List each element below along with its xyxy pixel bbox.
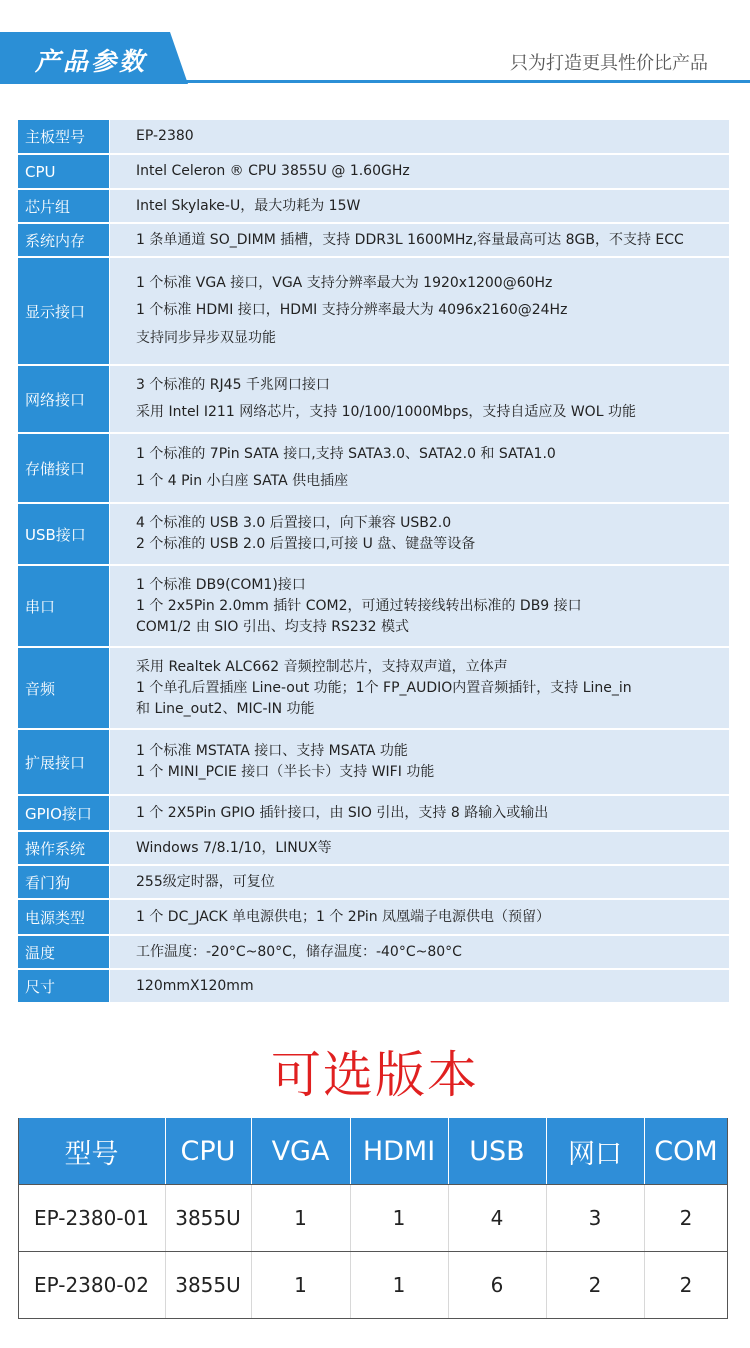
header-column-divider bbox=[350, 1118, 351, 1184]
versions-header-cell: CPU bbox=[180, 1135, 236, 1167]
spec-value-line: 采用 Intel I211 网络芯片，支持 10/100/1000Mbps，支持自适应及 WOL 功能 bbox=[136, 404, 636, 420]
table-row bbox=[18, 1251, 728, 1318]
page-header bbox=[0, 0, 750, 90]
spec-value bbox=[110, 366, 729, 432]
column-divider bbox=[350, 1251, 351, 1318]
spec-label: 存储接口 bbox=[18, 434, 109, 502]
spec-value-line: 4 个标准的 USB 3.0 后置接口，向下兼容 USB2.0 bbox=[136, 515, 452, 531]
spec-value-line: 1 个 MINI_PCIE 接口（半长卡）支持 WIFI 功能 bbox=[136, 764, 435, 780]
spec-value bbox=[110, 900, 729, 934]
versions-header-cell: VGA bbox=[271, 1135, 330, 1167]
spec-value bbox=[110, 936, 729, 968]
spec-value bbox=[110, 190, 729, 222]
table-cell: 6 bbox=[490, 1272, 504, 1297]
spec-value bbox=[110, 970, 729, 1002]
spec-row bbox=[18, 648, 729, 728]
spec-value-line: COM1/2 由 SIO 引出、均支持 RS232 模式 bbox=[136, 618, 410, 635]
table-cell: 2 bbox=[679, 1205, 693, 1230]
table-cell: 3 bbox=[588, 1205, 602, 1230]
column-divider bbox=[546, 1184, 547, 1251]
header-divider bbox=[186, 80, 750, 83]
column-divider bbox=[251, 1251, 252, 1318]
column-divider bbox=[546, 1251, 547, 1318]
spec-label: 电源类型 bbox=[18, 900, 109, 934]
spec-value bbox=[110, 648, 729, 728]
table-cell: 1 bbox=[294, 1205, 307, 1230]
table-cell: 1 bbox=[392, 1205, 406, 1230]
header-slogan: 只为打造更具性价比产品 bbox=[510, 53, 708, 74]
column-divider bbox=[350, 1184, 351, 1251]
table-row bbox=[18, 1184, 728, 1251]
spec-row bbox=[18, 730, 729, 794]
spec-value-line: 1 个 2X5Pin GPIO 插针接口，由 SIO 引出，支持 8 路输入或输出 bbox=[136, 804, 549, 821]
spec-label: 操作系统 bbox=[18, 832, 109, 864]
versions-header-row bbox=[18, 1118, 728, 1184]
spec-row bbox=[18, 258, 729, 364]
spec-value-line: 1 个 4 Pin 小白座 SATA 供电插座 bbox=[136, 473, 349, 489]
table-cell: 1 bbox=[392, 1272, 406, 1297]
spec-value-line: Intel Skylake-U，最大功耗为 15W bbox=[136, 197, 361, 214]
header-column-divider bbox=[644, 1118, 645, 1184]
versions-header-cell: 型号 bbox=[64, 1138, 119, 1170]
spec-row bbox=[18, 190, 729, 222]
spec-label: 看门狗 bbox=[18, 866, 109, 898]
spec-row bbox=[18, 504, 729, 564]
spec-value-line: 2 个标准的 USB 2.0 后置接口,可接 U 盘、键盘等设备 bbox=[136, 536, 476, 552]
table-side-border bbox=[18, 1118, 19, 1318]
spec-value-line: 1 个 DC_JACK 单电源供电；1 个 2Pin 凤凰端子电源供电（预留） bbox=[136, 908, 551, 925]
spec-label: 尺寸 bbox=[18, 970, 109, 1002]
spec-value bbox=[110, 258, 729, 364]
column-divider bbox=[448, 1251, 449, 1318]
table-side-border bbox=[727, 1118, 728, 1318]
spec-value bbox=[110, 504, 729, 564]
spec-value-line: 1 个标准 MSTATA 接口、支持 MSATA 功能 bbox=[136, 743, 408, 759]
spec-value bbox=[110, 120, 729, 153]
spec-row bbox=[18, 566, 729, 646]
versions-header-cell: USB bbox=[469, 1135, 525, 1167]
spec-value-line: 1 个标准 DB9(COM1)接口 bbox=[136, 576, 306, 593]
spec-value bbox=[110, 224, 729, 256]
table-cell: EP-2380-01 bbox=[33, 1205, 150, 1230]
spec-label: 网络接口 bbox=[18, 366, 109, 432]
table-cell: EP-2380-02 bbox=[33, 1272, 150, 1297]
spec-value-line: 1 个标准 HDMI 接口，HDMI 支持分辨率最大为 4096x2160@24Hz bbox=[136, 302, 568, 319]
spec-label: GPIO接口 bbox=[18, 796, 109, 830]
spec-label: 主板型号 bbox=[18, 120, 109, 153]
spec-row bbox=[18, 224, 729, 256]
spec-row bbox=[18, 866, 729, 898]
spec-value bbox=[110, 866, 729, 898]
table-bottom-border bbox=[18, 1318, 728, 1319]
section-title: 产品参数 bbox=[35, 47, 148, 76]
spec-value-line: 1 个 2x5Pin 2.0mm 插针 COM2，可通过转接线转出标准的 DB9 接口 bbox=[136, 597, 582, 614]
spec-row bbox=[18, 366, 729, 432]
spec-row bbox=[18, 434, 729, 502]
spec-row bbox=[18, 155, 729, 188]
versions-header-cell: 网口 bbox=[568, 1138, 622, 1170]
spec-value-line: Intel Celeron ® CPU 3855U @ 1.60GHz bbox=[136, 163, 410, 179]
spec-value-line: EP-2380 bbox=[136, 128, 194, 144]
row-divider bbox=[18, 1251, 728, 1252]
spec-row bbox=[18, 900, 729, 934]
row-divider bbox=[18, 1184, 728, 1185]
spec-label: 芯片组 bbox=[18, 190, 109, 222]
spec-value-line: 和 Line_out2、MIC-IN 功能 bbox=[136, 700, 315, 717]
spec-value-line: 1 个标准 VGA 接口，VGA 支持分辨率最大为 1920x1200@60Hz bbox=[136, 275, 553, 292]
column-divider bbox=[644, 1184, 645, 1251]
table-cell: 2 bbox=[588, 1272, 602, 1297]
column-divider bbox=[448, 1184, 449, 1251]
spec-value bbox=[110, 155, 729, 188]
table-cell: 3855U bbox=[175, 1205, 241, 1230]
spec-label: 温度 bbox=[18, 936, 109, 968]
spec-value-line: 采用 Realtek ALC662 音频控制芯片，支持双声道，立体声 bbox=[136, 658, 508, 675]
table-cell: 4 bbox=[490, 1205, 504, 1230]
spec-label: CPU bbox=[18, 155, 109, 188]
spec-value-line: 工作温度：-20°C~80°C，储存温度：-40°C~80°C bbox=[136, 943, 462, 960]
header-column-divider bbox=[165, 1118, 166, 1184]
column-divider bbox=[644, 1251, 645, 1318]
spec-label: 音频 bbox=[18, 648, 109, 728]
column-divider bbox=[251, 1184, 252, 1251]
spec-value-line: 1 个单孔后置插座 Line-out 功能；1个 FP_AUDIO内置音频插针，支持 Line_in bbox=[136, 679, 632, 696]
versions-title: 可选版本 bbox=[271, 1046, 479, 1104]
spec-value-line: 255级定时器，可复位 bbox=[136, 873, 275, 890]
table-cell: 1 bbox=[294, 1272, 307, 1297]
spec-row bbox=[18, 120, 729, 153]
header-column-divider bbox=[251, 1118, 252, 1184]
spec-row bbox=[18, 936, 729, 968]
column-divider bbox=[165, 1184, 166, 1251]
spec-row bbox=[18, 796, 729, 830]
spec-value-line: 3 个标准的 RJ45 千兆网口接口 bbox=[136, 376, 330, 393]
versions-header-cell: COM bbox=[654, 1135, 718, 1167]
spec-label: 显示接口 bbox=[18, 258, 109, 364]
column-divider bbox=[165, 1251, 166, 1318]
spec-value bbox=[110, 566, 729, 646]
spec-value-line: Windows 7/8.1/10，LINUX等 bbox=[136, 839, 332, 856]
table-cell: 2 bbox=[679, 1272, 693, 1297]
spec-row bbox=[18, 970, 729, 1002]
header-column-divider bbox=[546, 1118, 547, 1184]
spec-value-line: 1 个标准的 7Pin SATA 接口,支持 SATA3.0、SATA2.0 和 SATA1.0 bbox=[136, 445, 556, 462]
spec-label: 系统内存 bbox=[18, 224, 109, 256]
table-cell: 3855U bbox=[175, 1272, 241, 1297]
versions-header-cell: HDMI bbox=[362, 1135, 436, 1167]
spec-value-line: 120mmX120mm bbox=[136, 977, 254, 994]
spec-value bbox=[110, 832, 729, 864]
spec-value bbox=[110, 796, 729, 830]
spec-row bbox=[18, 832, 729, 864]
spec-value bbox=[110, 730, 729, 794]
spec-value bbox=[110, 434, 729, 502]
spec-value-line: 1 条单通道 SO_DIMM 插槽，支持 DDR3L 1600MHz,容量最高可达 8GB，不支持 ECC bbox=[136, 231, 684, 248]
spec-label: USB接口 bbox=[18, 504, 109, 564]
header-column-divider bbox=[448, 1118, 449, 1184]
spec-label: 串口 bbox=[18, 566, 109, 646]
spec-label: 扩展接口 bbox=[18, 730, 109, 794]
spec-value-line: 支持同步异步双显功能 bbox=[136, 329, 276, 346]
